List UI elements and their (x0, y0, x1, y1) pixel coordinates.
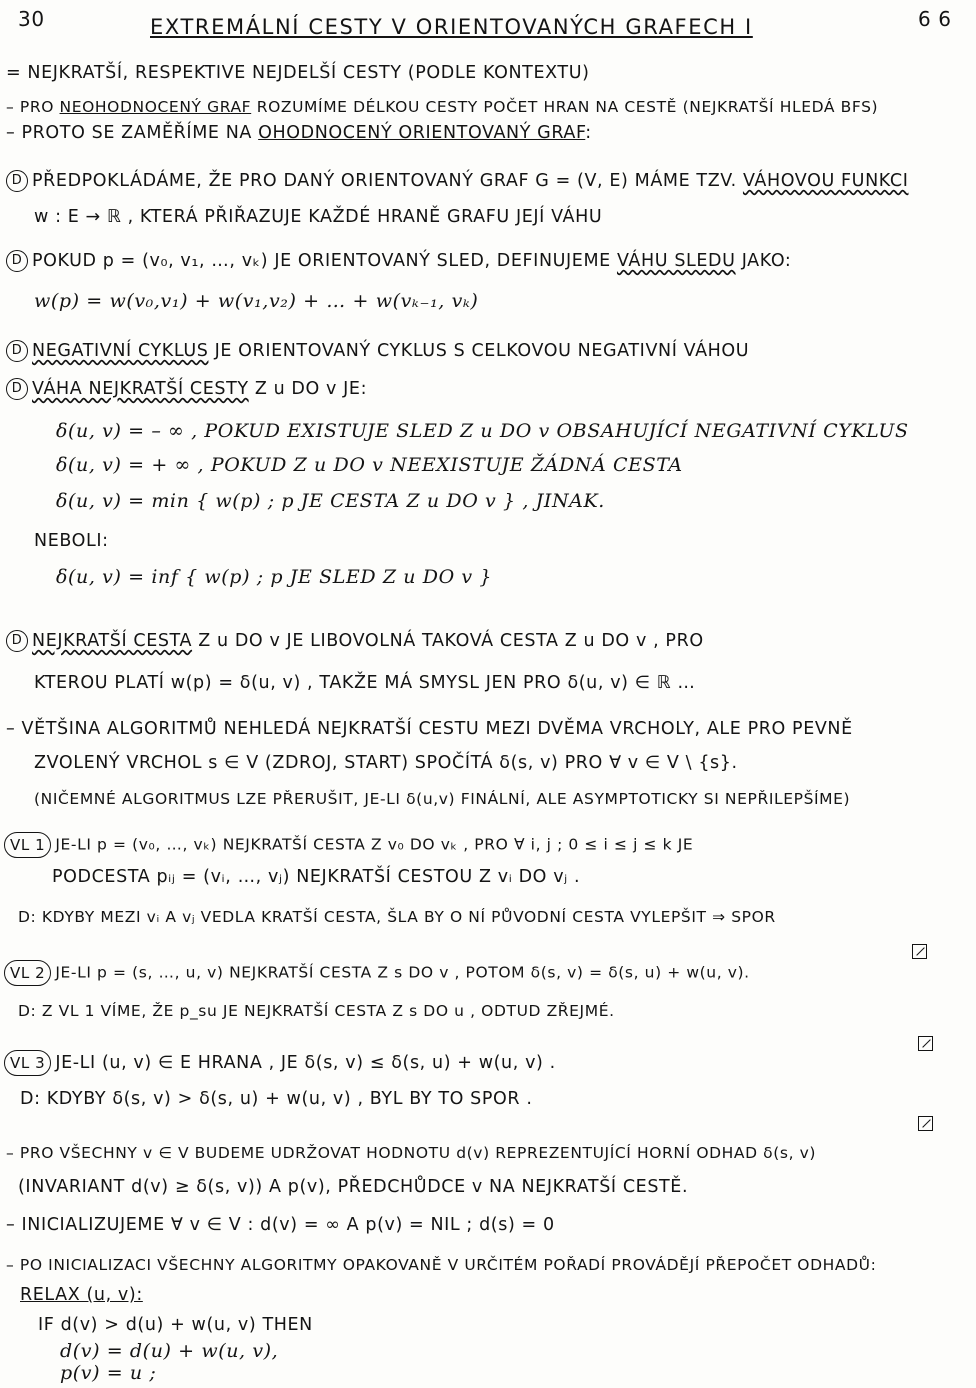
definition-shortest-path: D NEJKRATŠÍ CESTA Z u DO v JE LIBOVOLNÁ TAKOVÁ CESTA Z u DO v , PRO (6, 630, 704, 652)
delta-inf-formula: δ(u, v) = inf { w(p) ; p JE SLED Z u DO v } (56, 566, 493, 588)
lemma-1: VL 1 JE-LI p = (v₀, …, vₖ) NEJKRATŠÍ CESTA Z v₀ DO vₖ , PRO ∀ i, j ; 0 ≤ i ≤ j ≤ k JE (4, 832, 693, 858)
lemma-2: VL 2 JE-LI p = (s, …, u, v) NEJKRATŠÍ CESTA Z s DO v , POTOM δ(s, v) = δ(s, u) + w(u, v). (4, 960, 750, 986)
note-line-2: ZVOLENÝ VRCHOL s ∈ V (ZDROJ, START) SPOČÍTÁ δ(s, v) PRO ∀ v ∈ V \ {s}. (34, 753, 738, 773)
intro-line-3: – PROTO SE ZAMĚŘÍME NA OHODNOCENÝ ORIENTOVANÝ GRAF: (6, 123, 592, 143)
qed-icon (912, 944, 927, 959)
algo-line-2: (INVARIANT d(v) ≥ δ(s, v)) A p(v), PŘEDCHŮDCE v NA NEJKRATŠÍ CESTĚ. (18, 1177, 689, 1197)
page-title: EXTREMÁLNÍ CESTY V ORIENTOVANÝCH GRAFECH I (150, 15, 753, 39)
lemma-badge: VL 1 (4, 832, 51, 858)
lecture-number: 6 6 (918, 7, 952, 31)
relax-update-d: d(v) = d(u) + w(u, v), (60, 1340, 279, 1362)
qed-icon (918, 1116, 933, 1131)
neboli-label: NEBOLI: (34, 531, 109, 551)
definition-shortest-path-cont: KTEROU PLATÍ w(p) = δ(u, v) , TAKŽE MÁ SMYSL JEN PRO δ(u, v) ∈ ℝ … (34, 673, 696, 693)
delta-case-min: δ(u, v) = min { w(p) ; p JE CESTA Z u DO v } , JINAK. (56, 490, 605, 512)
definition-shortest-path-weight: D VÁHA NEJKRATŠÍ CESTY Z u DO v JE: (6, 378, 367, 400)
intro-line-2: – PRO NEOHODNOCENÝ GRAF ROZUMÍME DÉLKOU CESTY POČET HRAN NA CESTĚ (NEJKRATŠÍ HLEDÁ BFS) (6, 98, 879, 116)
definition-badge: D (6, 250, 28, 272)
lemma-3-proof: D: KDYBY δ(s, v) > δ(s, u) + w(u, v) , BYL BY TO SPOR . (20, 1089, 533, 1109)
definition-badge: D (6, 170, 28, 192)
delta-case-no-path: δ(u, v) = + ∞ , POKUD Z u DO v NEEXISTUJE ŽÁDNÁ CESTA (56, 454, 683, 476)
relax-if: IF d(v) > d(u) + w(u, v) THEN (38, 1315, 313, 1335)
algo-line-1: – PRO VŠECHNY v ∈ V BUDEME UDRŽOVAT HODNOTU d(v) REPREZENTUJÍCÍ HORNÍ ODHAD δ(s, v) (6, 1144, 817, 1162)
delta-case-negative-cycle: δ(u, v) = – ∞ , POKUD EXISTUJE SLED Z u DO v OBSAHUJÍCÍ NEGATIVNÍ CYKLUS (56, 420, 909, 442)
lemma-3: VL 3 JE-LI (u, v) ∈ E HRANA , JE δ(s, v) ≤ δ(s, u) + w(u, v) . (4, 1050, 556, 1076)
qed-icon (918, 1036, 933, 1051)
page-number: 30 (18, 7, 45, 31)
definition-badge: D (6, 378, 28, 400)
relax-update-p: p(v) = u ; (60, 1362, 157, 1384)
lemma-badge: VL 3 (4, 1050, 51, 1076)
algo-line-4: – PO INICIALIZACI VŠECHNY ALGORITMY OPAKOVANĚ V URČITÉM POŘADÍ PROVÁDĚJÍ PŘEPOČET ODHADŮ: (6, 1256, 877, 1274)
lemma-1-proof: D: KDYBY MEZI vᵢ A vⱼ VEDLA KRATŠÍ CESTA, ŠLA BY O NÍ PŮVODNÍ CESTA VYLEPŠIT ⇒ SPOR (18, 908, 776, 926)
definition-weight-function: D PŘEDPOKLÁDÁME, ŽE PRO DANÝ ORIENTOVANÝ GRAF G = (V, E) MÁME TZV. VÁHOVOU FUNKCI (6, 170, 908, 192)
definition-weight-function-cont: w : E → ℝ , KTERÁ PŘIŘAZUJE KAŽDÉ HRANĚ GRAFU JEJÍ VÁHU (34, 207, 603, 227)
definition-badge: D (6, 340, 28, 362)
note-line-3: (NIČEMNÉ ALGORITMUS LZE PŘERUŠIT, JE-LI δ(u,v) FINÁLNÍ, ALE ASYMPTOTICKY SI NEPŘILEPŠÍME) (34, 790, 851, 808)
walk-weight-formula: w(p) = w(v₀,v₁) + w(v₁,v₂) + … + w(vₖ₋₁, vₖ) (34, 290, 479, 312)
note-line-1: – VĚTŠINA ALGORITMŮ NEHLEDÁ NEJKRATŠÍ CESTU MEZI DVĚMA VRCHOLY, ALE PRO PEVNĚ (6, 719, 853, 739)
definition-walk-weight: D POKUD p = (v₀, v₁, …, vₖ) JE ORIENTOVANÝ SLED, DEFINUJEME VÁHU SLEDU JAKO: (6, 250, 791, 272)
lemma-2-proof: D: Z VL 1 VÍME, ŽE p_su JE NEJKRATŠÍ CESTA Z s DO u , ODTUD ZŘEJMÉ. (18, 1002, 615, 1020)
lemma-badge: VL 2 (4, 960, 51, 986)
lemma-1-cont: PODCESTA pᵢⱼ = (vᵢ, …, vⱼ) NEJKRATŠÍ CESTOU Z vᵢ DO vⱼ . (52, 867, 581, 887)
definition-badge: D (6, 630, 28, 652)
definition-negative-cycle: D NEGATIVNÍ CYKLUS JE ORIENTOVANÝ CYKLUS S CELKOVOU NEGATIVNÍ VÁHOU (6, 340, 749, 362)
intro-line-1: = NEJKRATŠÍ, RESPEKTIVE NEJDELŠÍ CESTY (PODLE KONTEXTU) (6, 63, 590, 83)
relax-title: RELAX (u, v): (20, 1285, 143, 1305)
algo-line-3: – INICIALIZUJEME ∀ v ∈ V : d(v) = ∞ A p(v) = NIL ; d(s) = 0 (6, 1215, 555, 1235)
